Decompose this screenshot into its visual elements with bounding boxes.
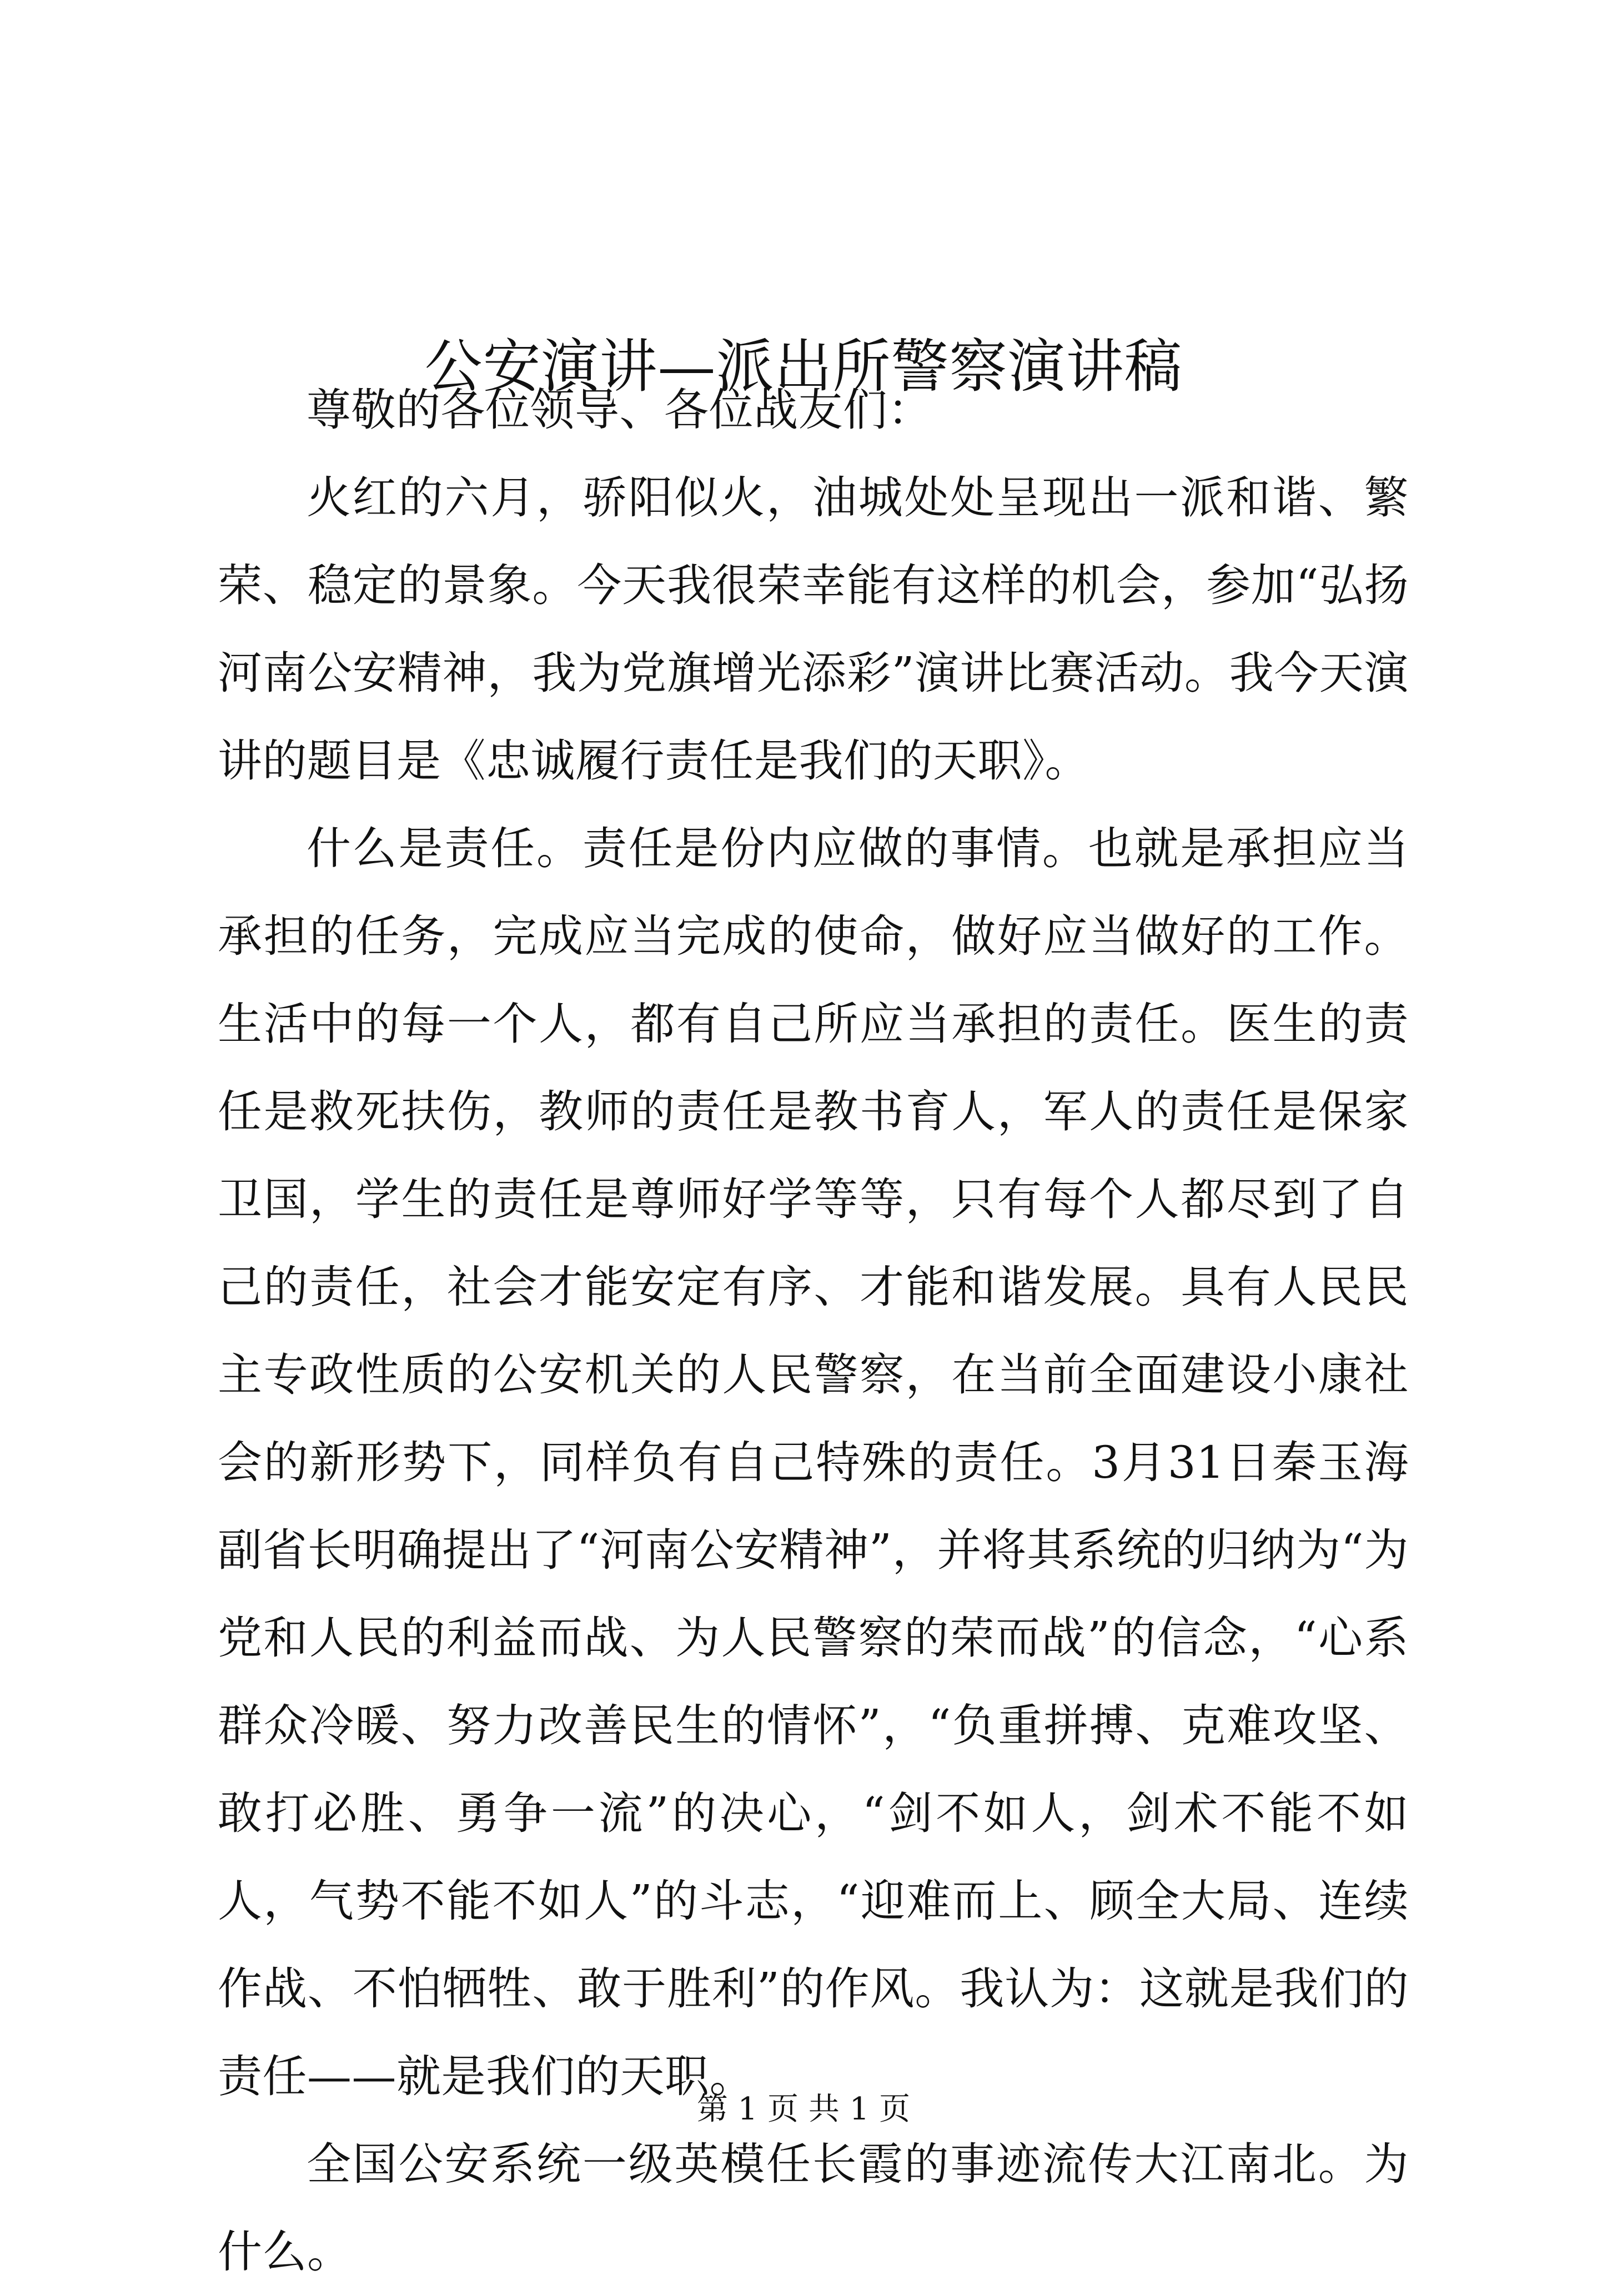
paragraph-hero: 全国公安系统一级英模任长霞的事迹流传大江南北。为什么。 [218,2138,1409,2278]
paragraph-intro: 火红的六月，骄阳似火，油城处处呈现出一派和谐、繁荣、稳定的景象。今天我很荣幸能有这样的机会，参加“弘扬河南公安精神，我为党旗增光添彩”演讲比赛活动。我今天演讲的题目是《忠诚履行责任是我们的天职》。 [218,472,1409,787]
page-number-label: 第 1 页 共 1 页 [696,2091,911,2127]
paragraph-greeting: 尊敬的各位领导、各位战友们： [307,384,932,436]
document-body [218,366,1409,2296]
page-footer [0,2087,1607,2132]
paragraph-responsibility: 什么是责任。责任是份内应做的事情。也就是承担应当承担的任务，完成应当完成的使命，做好应当做好的工作。生活中的每一个人，都有自己所应当承担的责任。医生的责任是救死扶伤，教师的责任是教书育人，军人的责任是保家卫国，学生的责任是尊师好学等等，只有每个人都尽到了自己的责任，社会才能安定有序、才能和谐发展。具有人民民主专政性质的公安机关的人民警察，在当前全面建设小康社会的新形势下，同样负有自己特殊的责任。3月31日秦玉海副省长明确提出了“河南公安精神”，并将其系统的归纳为“为党和人民的利益而战、为人民警察的荣而战”的信念，“心系群众冷暖、努力改善民生的情怀”，“负重拼搏、克难攻坚、敢打必胜、勇争一流”的决心，“剑不如人，剑术不能不如人，气势不能不如人”的斗志，“迎难而上、顾全大局、连续作战、不怕牺牲、敢于胜利”的作风。我认为：这就是我们的责任——就是我们的天职。 [218,823,1409,2102]
document-title: 公安演讲—派出所警察演讲稿 [424,332,1183,400]
